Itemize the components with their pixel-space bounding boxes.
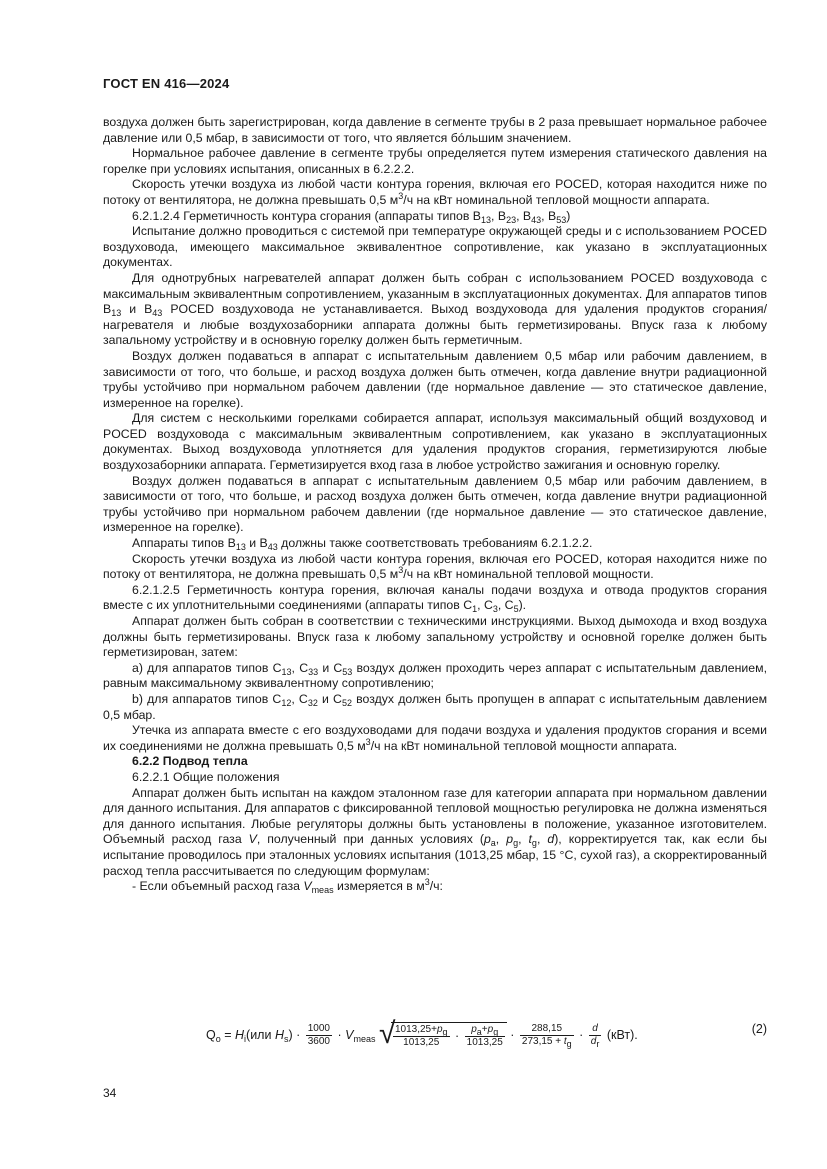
paragraph: Скорость утечки воздуха из любой части контура горения, включая его POCED, которая находится ниже по потоку от вентилятора, не должна превышать 0,5 $м^3/ч$ на кВт номинальной тепловой мощности аппарата.	[103, 177, 767, 207]
paragraph: Воздух должен подаваться в аппарат с испытательным давлением 0,5 мбар или рабочим давлением, в зависимости от того, что больше, и расход воздуха должен быть отмечен, когда давление внутри радиационной трубы устойчиво при нормальном рабочем давлении (где нормальное давление — это статическое давление, измеренное на горелке).	[103, 348, 767, 410]
paragraph: Испытание должно проводиться с системой при температуре окружающей среды и с использованием POCED воздуховода, имеющего максимальное эквивалентное сопротивление, как указано в эксплуатационных документах.	[103, 224, 767, 270]
page-number: 34	[103, 1086, 117, 1100]
formula-render: $Q_o = H_i(или$ $H_s$) · $\frac{1000}{3600}$ · $V_{meas}$ √ $\frac{1013,25+p_g}{1013,25}$ · $\frac{p_a+p_g}{1013,25}$ · $\frac{288,15}{273,15 + t_g}$ · $\frac{d}{d_r}$ (кВт).	[206, 1017, 638, 1050]
clause-heading: 6.2.1.2.5 Герметичность контура горения, включая каналы подачи воздуха и отвода продуктов сгорания вместе с их уплотнительными соединениями (аппараты типов $C_1$, $C_3$, $C_5$).	[103, 582, 767, 615]
paragraph: Для однотрубных нагревателей аппарат должен быть собран с использованием POCED воздуховода с максимальным эквивалентным сопротивлением, указанным в эксплуатационных документах. Для аппаратов типов $B_{13}$ и $B_{43}$ POCED воздуховода не устанавливается. Выход воздуховода для удаления продуктов сгорания/нагревателя и любые воздухозаборники аппарата должны быть герметизированы. Впуск газа к любому запальному устройству и в основную горелку должен быть герметичным.	[103, 270, 767, 348]
paragraph: Аппарат должен быть собран в соответствии с техническими инструкциями. Выход дымохода и вход воздуха должны быть герметизированы. Впуск газа к любому запальному устройству и основной горелке должен быть герметизирован, затем:	[103, 614, 767, 660]
paragraph: Воздух должен подаваться в аппарат с испытательным давлением 0,5 мбар или рабочим давлением, в зависимости от того, что больше, и расход воздуха должен быть отмечен, когда давление внутри радиационной трубы устойчиво при нормальном рабочем давлении (где нормальное давление — это статическое давление, измеренное на горелке).	[103, 473, 767, 535]
subsection-heading: 6.2.2.1 Общие положения	[132, 769, 280, 784]
paragraph: Утечка из аппарата вместе с его воздуховодами для подачи воздуха и удаления продуктов сгорания и всеми их соединениями не должна превышать 0,5 $м^3/ч$ на кВт номинальной тепловой мощности аппарата.	[103, 723, 767, 753]
paragraph: Аппараты типов $B_{13}$ и $B_{43}$ должны также соответствовать требованиям 6.2.1.2.2.	[132, 536, 593, 553]
equation-number: (2)	[751, 1022, 767, 1036]
paragraph: Скорость утечки воздуха из любой части контура горения, включая его POCED, которая находится ниже по потоку от вентилятора, не должна превышать 0,5 $м^3/ч$ на кВт номинальной тепловой мощности.	[103, 551, 767, 582]
clause-heading: 6.2.1.2.4 Герметичность контура сгорания (аппараты типов $B_{13}$, $B_{23}$, $B_{43}$, $B_{53}$)	[132, 208, 571, 225]
document-body	[103, 115, 767, 895]
equation-block	[103, 1008, 767, 1056]
list-item: a) для аппаратов типов $C_{13}$, $C_{33}$ и $C_{53}$ воздух должен проходить через аппарат с испытательным давлением, равным максимальному эквивалентному сопротивлению;	[103, 660, 767, 691]
paragraph: Для систем с несколькими горелками собирается аппарат, используя максимальный общий воздуховод и POCED воздуховода с максимальным эквивалентным сопротивлением, как указано в эксплуатационных документах. Выход воздуховода уплотняется для удаления продуктов сгорания, герметизируются любые воздухозаборники аппарата. Герметизируется вход газа в любое устройство зажигания и основную горелку.	[103, 411, 767, 473]
section-heading: 6.2.2 Подвод тепла	[132, 754, 248, 769]
list-item: b) для аппаратов типов $C_{12}$, $C_{32}$ и $C_{52}$ воздух должен быть пропущен в аппарат с испытательным давлением 0,5 мбар.	[103, 691, 768, 722]
paragraph: Нормальное рабочее давление в сегменте трубы определяется путем измерения статического давления на горелке при условиях испытания, описанных в 6.2.2.2.	[103, 146, 767, 176]
document-header: ГОСТ EN 416—2024	[103, 76, 230, 91]
paragraph: Аппарат должен быть испытан на каждом эталонном газе для категории аппарата при нормальном давлении для данного испытания. Для аппаратов с фиксированной тепловой мощностью регулировка не должна изменяться для данного испытания. Любые регуляторы должны быть установлены в положение, указанное изготовителем. Объемный расход газа V, полученный при данных условиях ($p_a$, $p_g$, $t_g$, d), корректируется так, как если бы испытание проводилось при эталонных условиях испытания (1013,25 мбар, 15 °C, сухой газ), а скорректированный расход тепла рассчитывается по следующим формулам:	[103, 785, 767, 878]
paragraph: - Если объемный расход газа $V_{meas}$ измеряется в $м^3/ч$:	[132, 877, 443, 896]
paragraph: воздуха должен быть зарегистрирован, когда давление в сегменте трубы в 2 раза превышает нормальное рабочее давление или 0,5 мбар, в зависимости от того, что является бóльшим значением.	[103, 115, 767, 145]
